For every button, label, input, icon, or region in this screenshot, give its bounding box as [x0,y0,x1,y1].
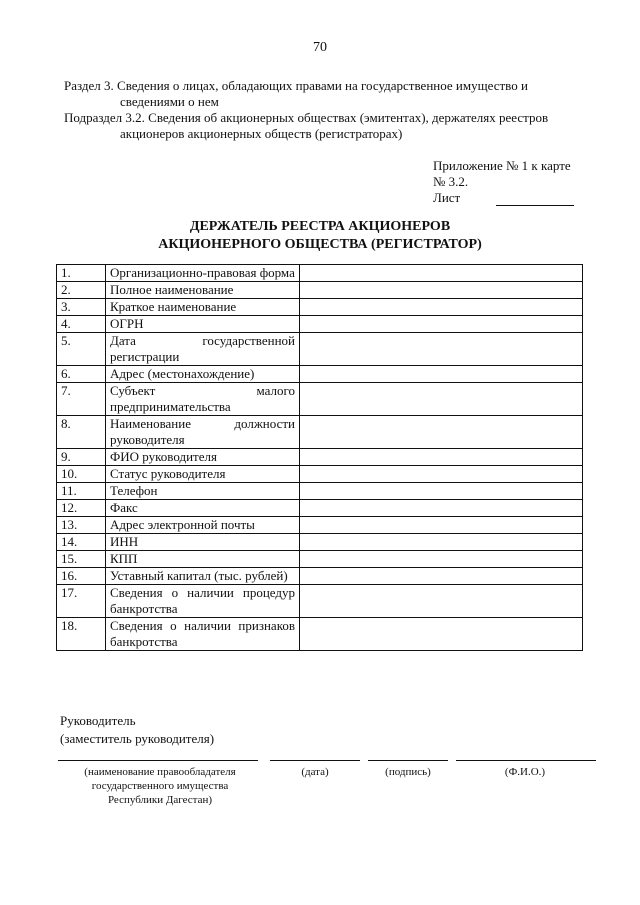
table-row [57,282,583,299]
row-number: 10. [57,466,106,483]
holder-caption: (наименование правообладателя государственного имущества Республики Дагестан) [84,766,236,806]
row-label: Сведения о наличии признаков банкротства [106,618,300,651]
document-title [0,218,640,254]
row-label: Адрес (местонахождение) [106,366,300,383]
sheet-row [433,190,603,206]
row-label: Организационно-правовая форма [106,265,300,282]
row-number: 6. [57,366,106,383]
table-row [57,333,583,366]
section-text-cont: сведениями о нем [120,94,219,109]
table-row [57,383,583,416]
row-number: 12. [57,500,106,517]
section-heading [64,78,604,110]
page-number: 70 [313,40,327,55]
row-label: Сведения о наличии процедур банкротства [106,585,300,618]
row-number: 17. [57,585,106,618]
appendix-note [433,158,603,206]
table-row [57,416,583,449]
table-row [57,568,583,585]
row-value-cell[interactable] [300,316,583,333]
row-value-cell[interactable] [300,551,583,568]
row-number: 18. [57,618,106,651]
row-value-cell[interactable] [300,265,583,282]
table-row [57,366,583,383]
row-label: КПП [106,551,300,568]
fio-signature-line[interactable] [456,760,596,761]
table-row [57,534,583,551]
row-number: 5. [57,333,106,366]
signer-subtitle: (заместитель руководителя) [60,731,215,746]
row-value-cell[interactable] [300,383,583,416]
row-value-cell[interactable] [300,333,583,366]
title-line-2: АКЦИОНЕРНОГО ОБЩЕСТВА (РЕГИСТРАТОР) [158,237,482,252]
table-row [57,500,583,517]
table-row [57,618,583,651]
signature-caption: (подпись) [385,766,431,778]
row-value-cell[interactable] [300,500,583,517]
appendix-line-2: № 3.2. [433,174,469,189]
table-row [57,265,583,282]
holder-signature-line[interactable] [58,760,258,761]
row-value-cell[interactable] [300,282,583,299]
row-number: 1. [57,265,106,282]
appendix-line-1: Приложение № 1 к карте [433,158,571,173]
row-number: 3. [57,299,106,316]
row-number: 7. [57,383,106,416]
row-value-cell[interactable] [300,517,583,534]
row-number: 16. [57,568,106,585]
registrar-table [56,264,583,651]
sheet-label: Лист [433,190,461,205]
table-row [57,449,583,466]
row-number: 4. [57,316,106,333]
row-number: 15. [57,551,106,568]
row-value-cell[interactable] [300,449,583,466]
signer-title: Руководитель [60,713,136,728]
row-value-cell[interactable] [300,483,583,500]
subsection-text-cont: акционеров акционерных обществ (регистраторах) [120,126,403,141]
row-number: 2. [57,282,106,299]
row-label: ФИО руководителя [106,449,300,466]
row-value-cell[interactable] [300,299,583,316]
row-value-cell[interactable] [300,416,583,449]
row-number: 8. [57,416,106,449]
row-number: 13. [57,517,106,534]
table-row [57,517,583,534]
row-label: Дата государственной регистрации [106,333,300,366]
table-row [57,483,583,500]
row-label: Полное наименование [106,282,300,299]
table-row [57,299,583,316]
title-line-1: ДЕРЖАТЕЛЬ РЕЕСТРА АКЦИОНЕРОВ [189,219,451,234]
subsection-text: Подраздел 3.2. Сведения об акционерных обществах (эмитентах), держателях реестров [64,110,549,125]
row-number: 11. [57,483,106,500]
date-caption: (дата) [301,766,329,778]
row-value-cell[interactable] [300,618,583,651]
table-row [57,466,583,483]
date-signature-line[interactable] [270,760,360,761]
row-label: ИНН [106,534,300,551]
row-value-cell[interactable] [300,568,583,585]
row-label: Телефон [106,483,300,500]
row-label: ОГРН [106,316,300,333]
row-number: 9. [57,449,106,466]
sheet-number-field[interactable] [496,193,574,206]
row-label: Субъект малого предпринимательства [106,383,300,416]
row-number: 14. [57,534,106,551]
row-label: Краткое наименование [106,299,300,316]
row-label: Адрес электронной почты [106,517,300,534]
row-value-cell[interactable] [300,534,583,551]
row-label: Наименование должности руководителя [106,416,300,449]
table-row [57,316,583,333]
row-value-cell[interactable] [300,585,583,618]
row-value-cell[interactable] [300,366,583,383]
table-row [57,585,583,618]
row-label: Факс [106,500,300,517]
signer-block [60,712,214,748]
subsection-heading [64,110,604,142]
row-label: Статус руководителя [106,466,300,483]
section-text: Раздел 3. Сведения о лицах, обладающих правами на государственное имущество и [64,78,528,93]
fio-caption: (Ф.И.О.) [504,766,546,778]
row-label: Уставный капитал (тыс. рублей) [106,568,300,585]
table-row [57,551,583,568]
row-value-cell[interactable] [300,466,583,483]
signature-line[interactable] [368,760,448,761]
